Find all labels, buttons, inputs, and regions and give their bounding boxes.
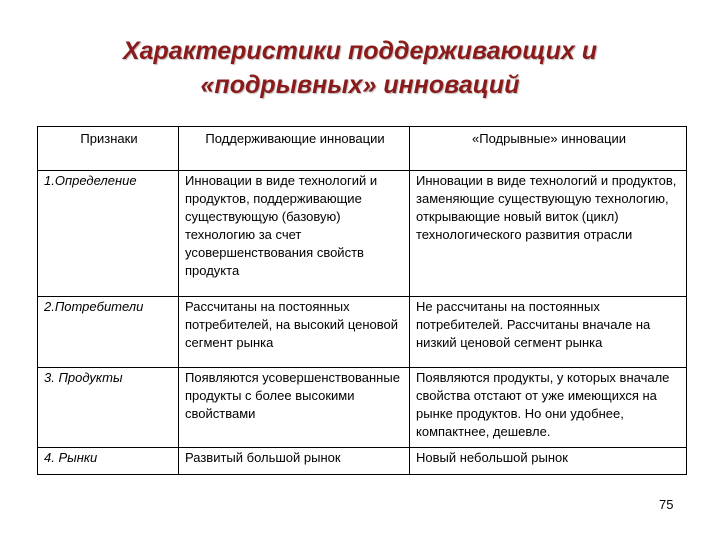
- disruptive-cell: Инновации в виде технологий и продуктов, заменяющие существующую технологию, открывающие новый виток (цикл) технологического развития отрасли: [410, 171, 687, 297]
- sustaining-cell: Появляются усовершенствованные продукты с более высокими свойствами: [179, 368, 410, 448]
- comparison-table: [37, 126, 687, 475]
- slide-title-line-2: «подрывных» инноваций: [200, 71, 520, 99]
- disruptive-cell: Появляются продукты, у которых вначале свойства отстают от уже имеющихся на рынке продуктов. Но они удобнее, компактнее, дешевле.: [410, 368, 687, 448]
- table-header-row: [38, 127, 687, 171]
- sustaining-cell: Рассчитаны на постоянных потребителей, на высокий ценовой сегмент рынка: [179, 297, 410, 368]
- header-features: Признаки: [38, 127, 179, 171]
- feature-cell: 3. Продукты: [38, 368, 179, 448]
- sustaining-cell: Развитый большой рынок: [179, 448, 410, 475]
- slide-title: [0, 34, 720, 102]
- page-number: 75: [659, 497, 674, 512]
- feature-cell: 4. Рынки: [38, 448, 179, 475]
- table-row-products: [38, 368, 687, 448]
- table-row-markets: [38, 448, 687, 475]
- sustaining-cell: Инновации в виде технологий и продуктов, поддерживающие существующую (базовую) технологию за счет усовершенствования свойств продукта: [179, 171, 410, 297]
- header-sustaining: Поддерживающие инновации: [179, 127, 410, 171]
- slide-title-line-1: Характеристики поддерживающих и: [122, 37, 598, 65]
- table-row-consumers: [38, 297, 687, 368]
- disruptive-cell: Не рассчитаны на постоянных потребителей. Рассчитаны вначале на низкий ценовой сегмент рынка: [410, 297, 687, 368]
- feature-cell: 2.Потребители: [38, 297, 179, 368]
- table-row-definition: [38, 171, 687, 297]
- disruptive-cell: Новый небольшой рынок: [410, 448, 687, 475]
- feature-cell: 1.Определение: [38, 171, 179, 297]
- header-disruptive: «Подрывные» инновации: [410, 127, 687, 171]
